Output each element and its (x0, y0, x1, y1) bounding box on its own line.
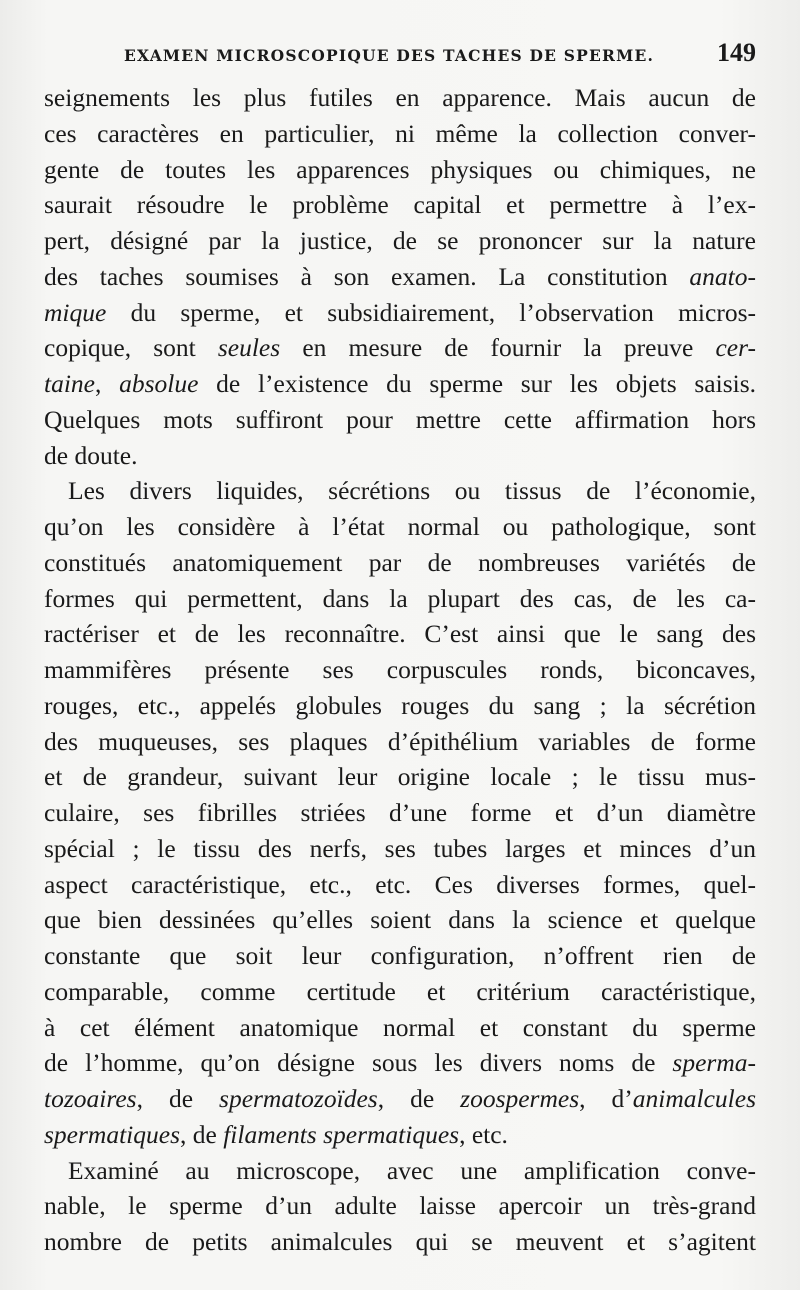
text-segment: spécial ; le tissu des nerfs, ses tubes larges et minces d’un (44, 833, 756, 863)
text-line (44, 1224, 756, 1260)
text-line (44, 724, 756, 760)
text-line (44, 1117, 756, 1153)
italic-text-segment: sperma- (672, 1048, 756, 1078)
text-segment: ractériser et de les reconnaître. C’est ainsi que le sang des (44, 619, 756, 649)
italic-text-segment: absolue (119, 369, 199, 398)
text-line (44, 402, 756, 438)
italic-text-segment: spermatozoïdes (219, 1084, 378, 1113)
text-segment: , d’ (579, 1084, 633, 1113)
text-line (44, 938, 756, 974)
text-segment: à cet élément anatomique normal et constant du sperme (44, 1012, 756, 1042)
italic-text-segment: tozoaires (44, 1084, 137, 1113)
text-line (44, 116, 756, 152)
text-line (44, 1010, 756, 1046)
text-segment: en mesure de fournir la preuve (280, 333, 716, 363)
text-line (44, 223, 756, 259)
text-segment: nable, le sperme d’un adulte laisse apercoir un très-grand (44, 1191, 756, 1221)
text-segment: constante que soit leur configuration, n’offrent rien de (44, 941, 756, 970)
text-segment: seignements les plus futiles en apparence. Mais aucun de (44, 83, 756, 112)
text-segment: , de (136, 1084, 220, 1113)
text-line (44, 509, 756, 545)
running-head (46, 38, 758, 68)
text-line (44, 545, 756, 581)
text-line (44, 295, 756, 331)
text-line (44, 974, 756, 1010)
text-line (44, 1188, 756, 1224)
text-segment: et de grandeur, suivant leur origine locale ; le tissu mus- (44, 762, 756, 792)
text-line (44, 1081, 756, 1117)
text-line (44, 902, 756, 938)
text-segment: pert, désigné par la justice, de se prononcer sur la nature (44, 226, 756, 255)
text-line (44, 759, 756, 795)
text-segment: que bien dessinées qu’elles soient dans la science et quelque (44, 905, 756, 935)
text-line (44, 152, 756, 188)
text-segment: de l’homme, qu’on désigne sous les divers noms de (44, 1048, 673, 1078)
text-segment: , de (180, 1119, 224, 1149)
italic-text-segment: filaments spermatiques (223, 1119, 460, 1149)
text-segment: rouges, etc., appelés globules rouges du sang ; la sécrétion (44, 690, 756, 720)
italic-text-segment: spermatiques (44, 1119, 180, 1149)
text-line (44, 473, 756, 509)
text-segment: comparable, comme certitude et critérium caractéristique, (44, 976, 756, 1006)
italic-text-segment: zoospermes (460, 1084, 580, 1113)
text-segment: , de (377, 1084, 461, 1113)
text-segment: qu’on les considère à l’état normal ou pathologique, sont (44, 512, 756, 541)
text-segment: des muqueuses, ses plaques d’épithélium variables de forme (44, 726, 756, 756)
text-line (44, 867, 756, 903)
italic-text-segment: mique (44, 297, 107, 327)
text-line (44, 795, 756, 831)
italic-text-segment: cer- (715, 333, 756, 363)
body-text (44, 80, 756, 1260)
text-segment: mammifères présente ses corpuscules ronds, biconcaves, (44, 655, 756, 684)
text-line (44, 187, 756, 223)
text-line (44, 366, 756, 402)
text-line (44, 581, 756, 617)
text-line (44, 438, 756, 474)
text-segment: , etc. (459, 1119, 508, 1149)
text-line (44, 80, 756, 116)
text-segment: constitués anatomiquement par de nombreuses variétés de (44, 547, 756, 577)
italic-text-segment: seules (217, 333, 281, 363)
text-line (44, 1045, 756, 1081)
text-segment: culaire, ses fibrilles striées d’une forme et d’un diamètre (44, 798, 756, 827)
text-segment: copique, sont (44, 333, 218, 363)
italic-text-segment: taine (44, 369, 95, 398)
text-segment: , (95, 369, 120, 398)
text-segment: des taches soumises à son examen. La constitution (44, 261, 690, 291)
text-line (44, 330, 756, 366)
text-line (44, 616, 756, 652)
page-number: 149 (717, 38, 756, 67)
text-segment: formes qui permettent, dans la plupart des cas, de les ca- (44, 583, 756, 613)
text-segment: Les divers liquides, sécrétions ou tissus de l’économie, (68, 476, 756, 506)
italic-text-segment: anato- (689, 261, 756, 291)
text-segment: aspect caractéristique, etc., etc. Ces diverses formes, quel- (44, 869, 756, 899)
text-segment: de doute. (44, 440, 138, 470)
text-segment: saurait résoudre le problème capital et permettre à l’ex- (44, 190, 756, 220)
text-segment: gente de toutes les apparences physiques ou chimiques, ne (44, 154, 756, 184)
text-line (44, 1153, 756, 1189)
text-line (44, 259, 756, 295)
italic-text-segment: animalcules (632, 1084, 756, 1113)
text-line (44, 831, 756, 867)
running-title: EXAMEN MICROSCOPIQUE DES TACHES DE SPERME. (124, 46, 655, 65)
text-segment: du sperme, et subsidiairement, l’observation micros- (106, 297, 756, 327)
text-segment: nombre de petits animalcules qui se meuvent et s’agitent (44, 1227, 756, 1256)
text-segment: de l’existence du sperme sur les objets saisis. (198, 369, 756, 398)
text-segment: ces caractères en particulier, ni même la collection conver- (44, 118, 756, 148)
text-line (44, 688, 756, 724)
text-segment: Examiné au microscope, avec une amplification conve- (68, 1155, 756, 1185)
text-line (44, 652, 756, 688)
text-segment: Quelques mots suffiront pour mettre cette affirmation hors (44, 404, 756, 434)
